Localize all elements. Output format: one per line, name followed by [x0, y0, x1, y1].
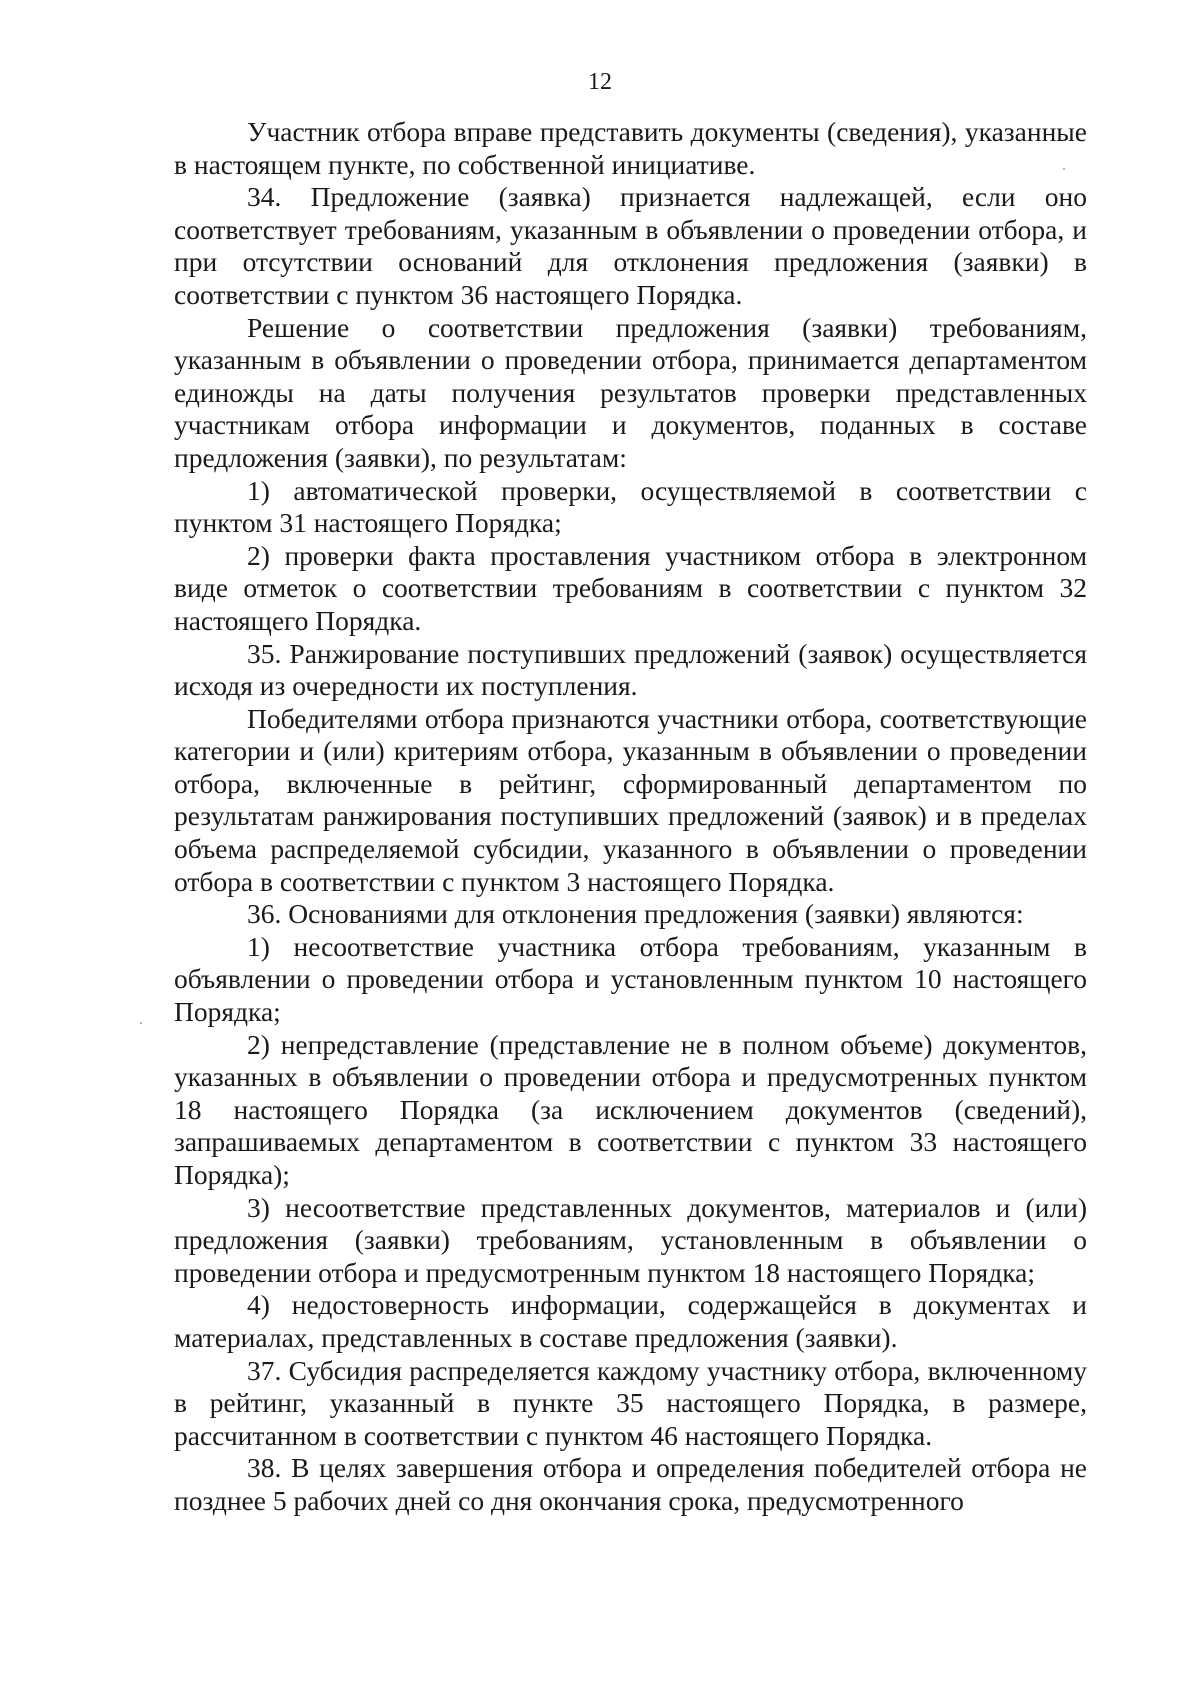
paragraph-rejection-reason-4: 4) недостоверность информации, содержащейся в документах и материалах, представленных в составе предложения (заявки).: [174, 1289, 1087, 1353]
paragraph-decision-compliance: Решение о соответствии предложения (заявки) требованиям, указанным в объявлении о проведении отбора, принимается департаментом единожды на даты получения результатов проверки представленных участникам отбора информации и документов, поданных в составе предложения (заявки), по результатам:: [174, 311, 1087, 473]
paragraph-marks-check: 2) проверки факта проставления участником отбора в электронном виде отметок о соответствии требованиям в соответствии с пунктом 32 настоящего Порядка.: [174, 539, 1087, 636]
paragraph-clause-36: 36. Основаниями для отклонения предложения (заявки) являются:: [247, 898, 1024, 930]
paragraph-rejection-reason-1: 1) несоответствие участника отбора требованиям, указанным в объявлении о проведении отбора и установленным пунктом 10 настоящего Порядка;: [174, 930, 1087, 1028]
paragraph-clause-34: 34. Предложение (заявка) признается надлежащей, если оно соответствует требованиям, указанным в объявлении о проведении отбора, и при отсутствии оснований для отклонения предложения (заявки) в соответствии с пунктом 36 настоящего Порядка.: [174, 181, 1087, 310]
paragraph-participant-documents: Участник отбора вправе представить документы (сведения), указанные в настоящем пункте, по собственной инициативе.: [174, 116, 1087, 180]
paragraph-rejection-reason-2: 2) непредставление (представление не в полном объеме) документов, указанных в объявлении о проведении отбора и предусмотренных пунктом 18 настоящего Порядка (за исключением документов (сведений), запрашиваемых департаментом в соответствии с пунктом 33 настоящего Порядка);: [174, 1028, 1087, 1190]
paragraph-clause-35: 35. Ранжирование поступивших предложений (заявок) осуществляется исходя из очередности их поступления.: [174, 637, 1087, 702]
paragraph-clause-38: 38. В целях завершения отбора и определения победителей отбора не позднее 5 рабочих дней со дня окончания срока, предусмотренного: [174, 1452, 1087, 1516]
page-number: 12: [588, 69, 612, 95]
paragraph-winners: Победителями отбора признаются участники отбора, соответствующие категории и (или) критериям отбора, указанным в объявлении о проведении отбора, включенные в рейтинг, сформированный департаментом по результатам ранжирования поступивших предложений (заявок) и в пределах объема распределяемой субсидии, указанного в объявлении о проведении отбора в соответствии с пунктом 3 настоящего Порядка.: [174, 702, 1087, 897]
paragraph-automatic-check: 1) автоматической проверки, осуществляемой в соответствии с пунктом 31 настоящего Порядка;: [174, 474, 1087, 539]
scan-artifact-dot: [140, 1022, 142, 1024]
document-body: [174, 116, 1087, 1518]
paragraph-clause-37: 37. Субсидия распределяется каждому участнику отбора, включенному в рейтинг, указанный в пункте 35 настоящего Порядка, в размере, рассчитанном в соответствии с пунктом 46 настоящего Порядка.: [174, 1354, 1087, 1451]
paragraph-rejection-reason-3: 3) несоответствие представленных документов, материалов и (или) предложения (заявки) требованиям, установленным в объявлении о проведении отбора и предусмотренным пунктом 18 настоящего Порядка;: [174, 1191, 1087, 1288]
scan-artifact-dot: [1063, 168, 1065, 170]
